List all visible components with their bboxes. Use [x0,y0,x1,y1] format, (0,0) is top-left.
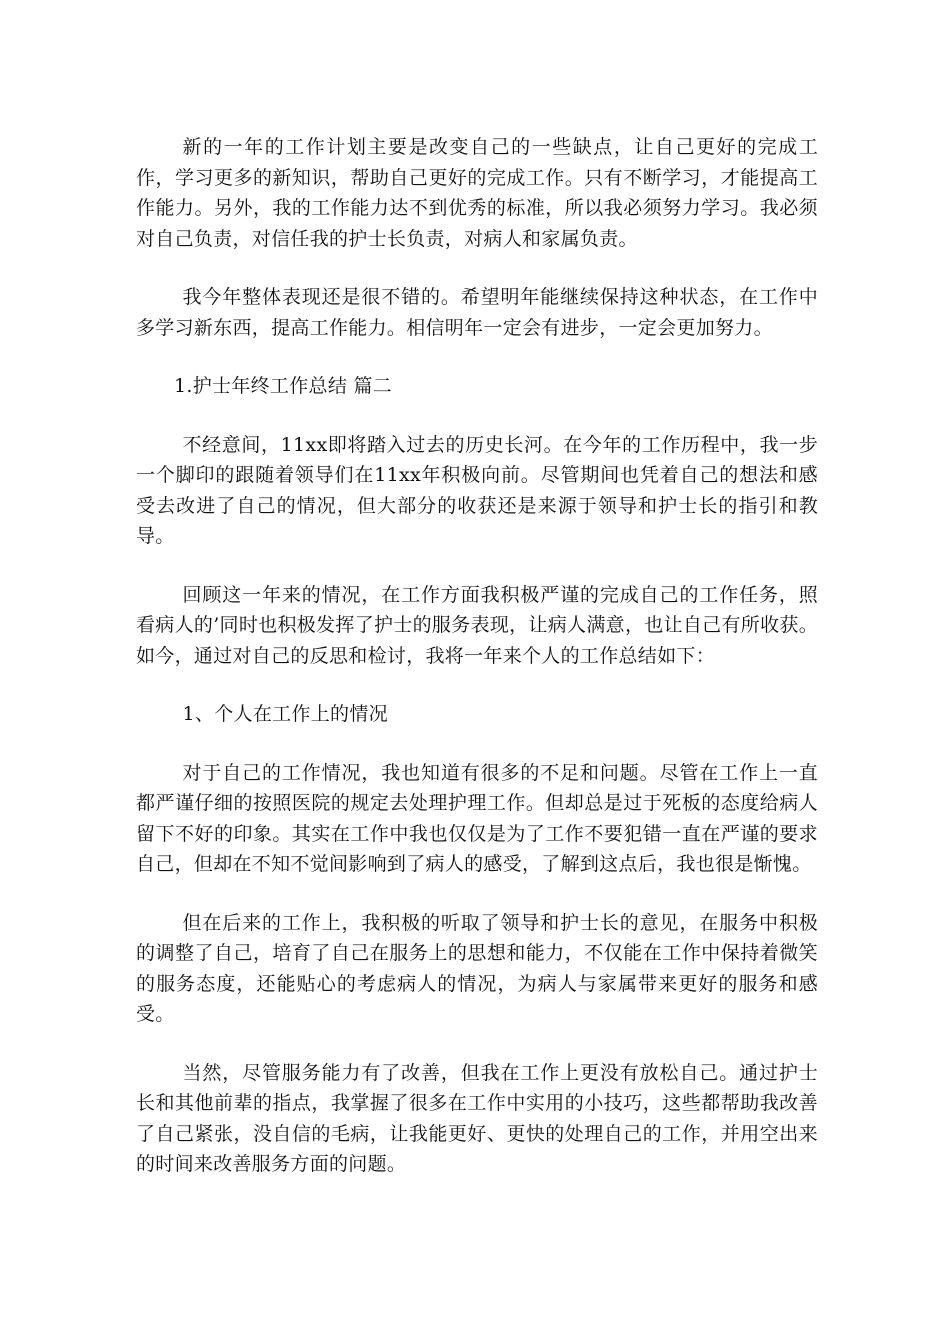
section-heading: 1.护士年终工作总结 篇二 [174,375,393,397]
document-body [136,132,818,1208]
paragraph-work-plan: 新的一年的工作计划主要是改变自己的一些缺点，让自己更好的完成工作，学习更多的新知识，帮助自己更好的完成工作。只有不断学习，才能提高工作能力。另外，我的工作能力达不到优秀的标准，所以我必须努力学习。我必须对自己负责，对信任我的护士长负责，对病人和家属负责。 [136,136,818,250]
paragraph-skills: 当然，尽管服务能力有了改善，但我在工作上更没有放松自己。通过护士长和其他前辈的指点，我掌握了很多在工作中实用的小技巧，这些都帮助我改善了自己紧张，没自信的毛病，让我能更好、更快的处理自己的工作，并用空出来的时间来改善服务方面的问题。 [136,1061,818,1175]
paragraph-shortcomings: 对于自己的工作情况，我也知道有很多的不足和问题。尽管在工作上一直都严谨仔细的按照医院的规定去处理护理工作。但却总是过于死板的态度给病人留下不好的印象。其实在工作中我也仅仅是为了工作不要犯错一直在严谨的要求自己，但却在不知不觉间影响到了病人的感受，了解到这点后，我也很是惭愧。 [136,761,818,875]
paragraph-review: 回顾这一年来的情况，在工作方面我积极严谨的完成自己的工作任务，照看病人的’同时也积极发挥了护士的服务表现，让病人满意，也让自己有所收获。如今，通过对自己的反思和检讨，我将一年来个人的工作总结如下： [136,583,818,667]
subsection-heading: 1、个人在工作上的情况 [182,703,388,725]
paragraph-improvement: 但在后来的工作上，我积极的听取了领导和护士长的意见，在服务中积极的调整了自己，培育了自己在服务上的思想和能力，不仅能在工作中保持着微笑的服务态度，还能贴心的考虑病人的情况，为病人与家属带来更好的服务和感受。 [136,911,818,1025]
paragraph-self-assessment: 我今年整体表现还是很不错的。希望明年能继续保持这种状态，在工作中多学习新东西，提高工作能力。相信明年一定会有进步，一定会更加努力。 [136,286,818,339]
paragraph-intro: 不经意间，11xx即将踏入过去的历史长河。在今年的工作历程中，我一步一个脚印的跟随着领导们在11xx年积极向前。尽管期间也凭着自己的想法和感受去改进了自己的情况，但大部分的收获还是来源于领导和护士长的指引和教导。 [136,433,818,547]
